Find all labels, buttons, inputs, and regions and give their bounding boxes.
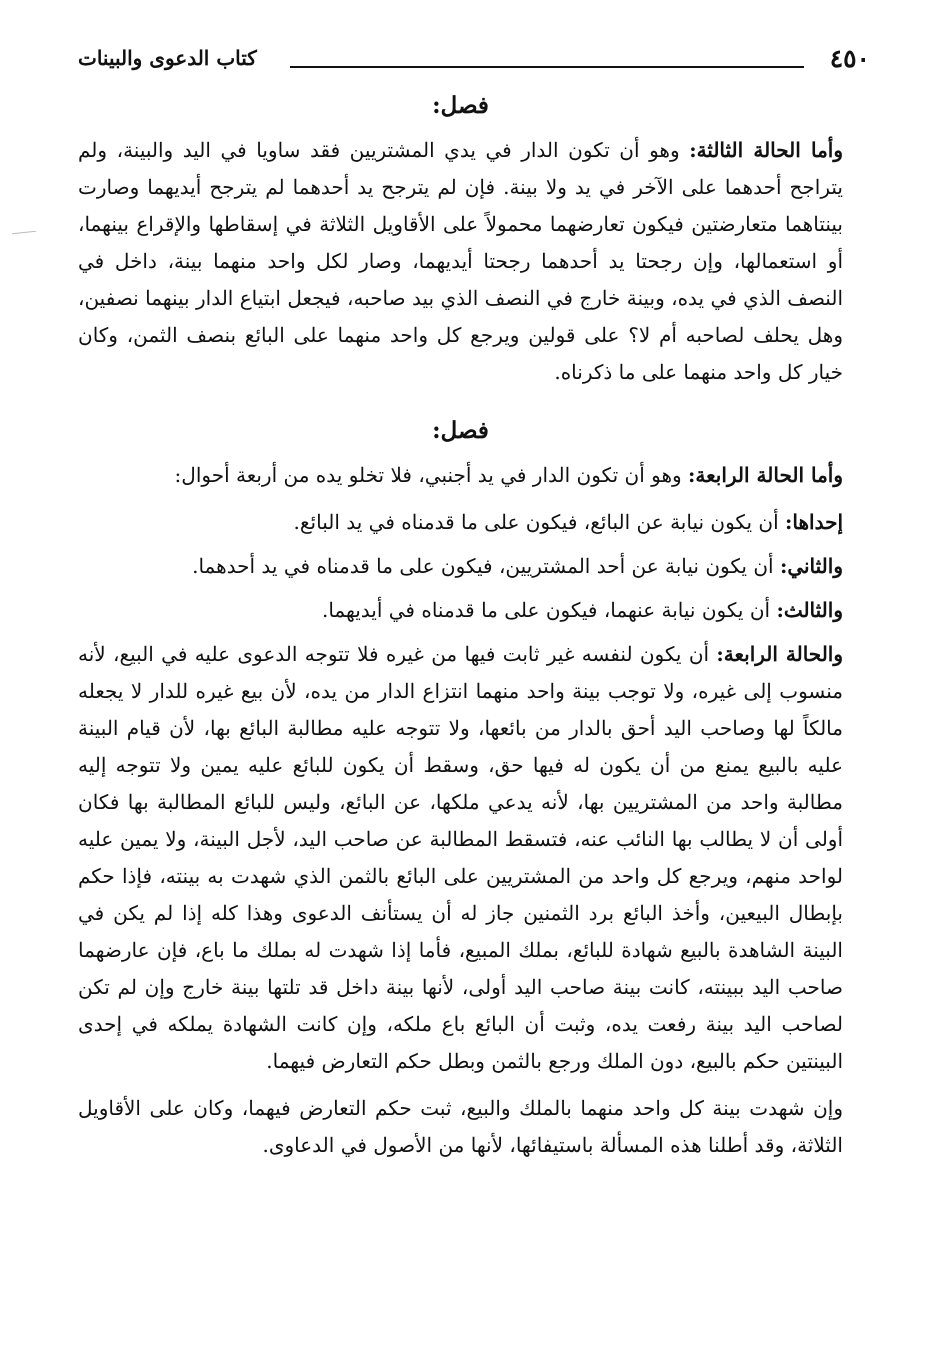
paragraph-text: وهو أن تكون الدار في يد أجنبي، فلا تخلو يده من أربعة أحوال: [174, 463, 689, 487]
paragraph-text: وهو أن تكون الدار في يدي المشتريين فقد ساويا في اليد والبينة، ولم يتراجح أحدهما على الآخر في يد ولا بينة. فإن لم يترجح يد أحدهما لم يترجح أيديهما وصارت بينتاهما متعارضتين فيكون تعارضهما محمولاً على الأقاويل الثلاثة في إسقاطها والإقراع بينهما، أو استعمالها، وإن رجحتا يد أحدهما رجحتا أيديهما، وصار لكل واحد منهما بينة، داخل في النصف الذي في يده، وبينة خارج في النصف الذي بيد صاحبه، فيجعل ابتياع الدار بينهما نصفين، وهل يحلف لصاحبه أم لا؟ على قولين ويرجع كل واحد منهما على البائع بنصف الثمن، وكان خيار كل واحد منهما على ما ذكرناه. [78, 138, 843, 384]
item-lead: والثالث: [776, 598, 843, 622]
header-rule [290, 66, 804, 68]
list-item [78, 592, 843, 629]
item-text: أن يكون نيابة عنهما، فيكون على ما قدمناه في أيديهما. [321, 598, 777, 622]
body-text [78, 86, 843, 1168]
paragraph-lead: والحالة الرابعة: [716, 642, 844, 666]
paragraph-third-case [78, 132, 843, 391]
section-title-1: فصل: [432, 92, 489, 119]
section-title-2: فصل: [432, 417, 489, 444]
item-text: أن يكون نيابة عن البائع، فيكون على ما قدمناه في يد البائع. [293, 510, 785, 534]
paragraph-lead: وأما الحالة الثالثة: [689, 138, 843, 162]
item-lead: إحداها: [785, 510, 843, 534]
paragraph-fourth-case [78, 457, 843, 494]
list-item [78, 504, 843, 541]
paragraph-closing: وإن شهدت بينة كل واحد منهما بالملك والبيع، ثبت حكم التعارض فيهما، وكان على الأقاويل الثلاثة، وقد أطلنا هذه المسألة باستيفائها، لأنها من الأصول في الدعاوى. [78, 1096, 843, 1157]
book-title: كتاب الدعوى والبينات [78, 46, 257, 70]
paragraph-lead: وأما الحالة الرابعة: [688, 463, 843, 487]
list-item [78, 548, 843, 585]
paragraph-text: أن يكون لنفسه غير ثابت فيها من غيره فلا تتوجه الدعوى عليه في البيع، لأنه منسوب إلى غيره، ولا توجب بينة واحد منهما انتزاع الدار من يده، لأن بيع غيره للدار لا يجعله مالكاً لها وصاحب اليد أحق بالدار من بائعها، ولا تتوجه عليه مطالبة البائع بها، لأن قيام البينة عليه بالبيع يمنع من أن يكون له فيها حق، وسقط أن يكون للبائع عليه يمين ولا تتوجه إليه مطالبة واحد من المشتريين بها، لأنه يدعي ملكها، عن البائع، وليس للبائع المطالبة بها فكان أولى أن لا يطالب بها النائب عنه، فتسقط المطالبة عن صاحب اليد، لأجل البينة، ولا يمين عليه لواحد منهم، ويرجع كل واحد من المشتريين على البائع بالثمن الذي شهدت به بينته، فإذا حكم بإبطال البيعين، وأخذ البائع برد الثمنين جاز له أن يستأنف الدعوى وهذا كله إذا لم يكن في البينة الشاهدة بالبيع شهادة للبائع، بملك المبيع، فأما إذا شهدت له بملك ما باع، فإن عارضهما صاحب اليد ببينته، كانت بينة صاحب اليد أولى، لأنها بينة داخل قد تلتها بينة خارج وإن لم تكن لصاحب اليد بينة رفعت يده، وثبت أن البائع باع ملكه، وإن كانت الشهادة يملكه في إحدى البينتين حكم بالبيع، دون الملك ورجع بالثمن وبطل حكم التعارض فيهما. [78, 642, 844, 1073]
margin-mark [12, 231, 36, 235]
page-number: ٤٥٠ [829, 44, 870, 73]
running-header [78, 44, 870, 84]
item-text: أن يكون نيابة عن أحد المشتريين، فيكون على ما قدمناه في يد أحدهما. [192, 554, 780, 578]
item-lead: والثاني: [779, 554, 843, 578]
paragraph-fourth-state [78, 636, 843, 1080]
